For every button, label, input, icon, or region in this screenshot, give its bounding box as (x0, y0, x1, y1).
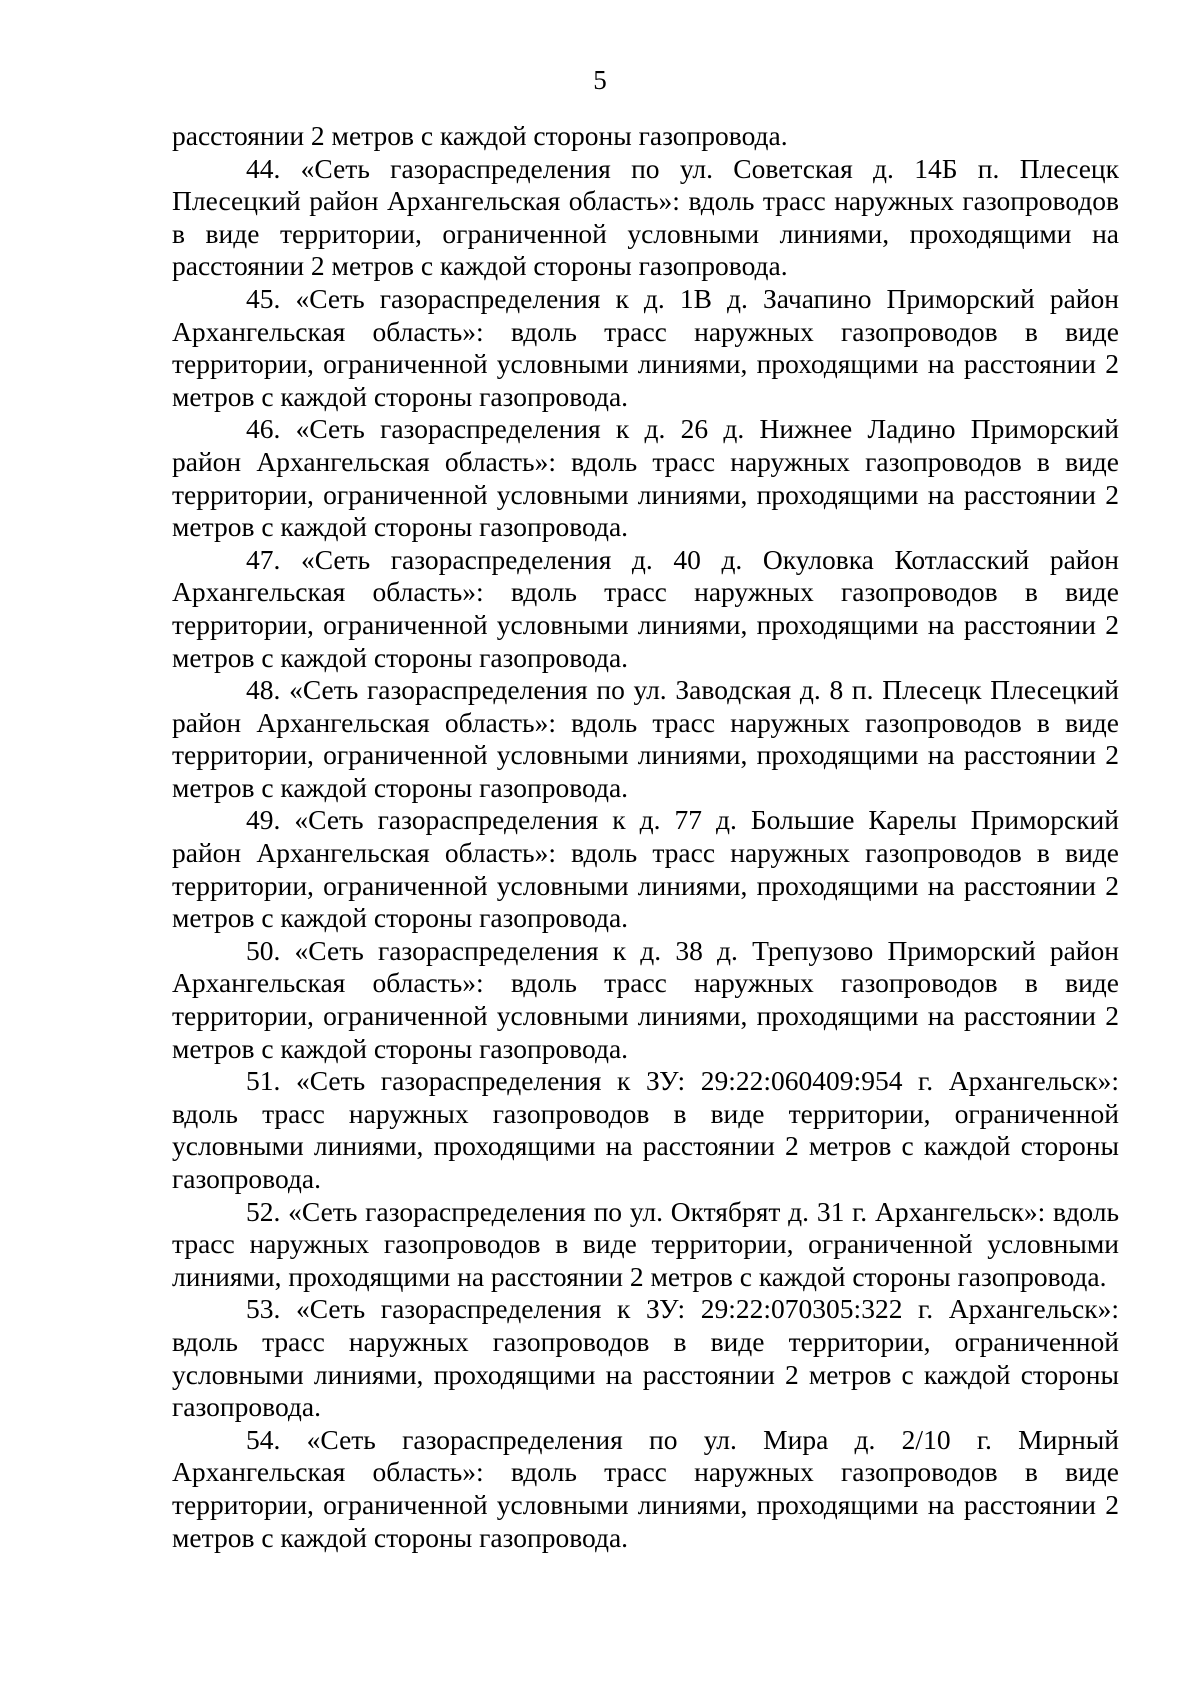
list-item-51: 51. «Сеть газораспределения к ЗУ: 29:22:060409:954 г. Архангельск»: вдоль трасс наружных газопроводов в виде территории, ограниченной условными линиями, проходящими на расстоянии 2 метров с каждой стороны газопровода. (172, 1065, 1119, 1194)
list-item-54: 54. «Сеть газораспределения по ул. Мира д. 2/10 г. Мирный Архангельская область»: вдоль трасс наружных газопроводов в виде территории, ограниченной условными линиями, проходящими на расстоянии 2 метров с каждой стороны газопровода. (172, 1423, 1119, 1553)
list-item-53: 53. «Сеть газораспределения к ЗУ: 29:22:070305:322 г. Архангельск»: вдоль трасс наружных газопроводов в виде территории, ограниченной условными линиями, проходящими на расстоянии 2 метров с каждой стороны газопровода. (172, 1293, 1119, 1423)
list-item-45: 45. «Сеть газораспределения к д. 1В д. Зачапино Приморский район Архангельская область»: вдоль трасс наружных газопроводов в виде территории, ограниченной условными линиями, проходящими на расстоянии 2 метров с каждой стороны газопровода. (172, 282, 1119, 412)
list-item-49: 49. «Сеть газораспределения к д. 77 д. Большие Карелы Приморский район Архангельская область»: вдоль трасс наружных газопроводов в виде территории, ограниченной условными линиями, проходящими на расстоянии 2 метров с каждой стороны газопровода. (172, 804, 1119, 934)
list-item-44: 44. «Сеть газораспределения по ул. Советская д. 14Б п. Плесецк Плесецкий район Архангельская область»: вдоль трасс наружных газопроводов в виде территории, ограниченной условными линиями, проходящими на расстоянии 2 метров с каждой стороны газопровода. (172, 152, 1119, 282)
continuation-paragraph: расстоянии 2 метров с каждой стороны газопровода. (172, 120, 788, 151)
list-item-52: 52. «Сеть газораспределения по ул. Октябрят д. 31 г. Архангельск»: вдоль трасс наружных газопроводов в виде территории, ограниченной условными линиями, проходящими на расстоянии 2 метров с каждой стороны газопровода. (172, 1195, 1119, 1292)
list-item-48: 48. «Сеть газораспределения по ул. Заводская д. 8 п. Плесецк Плесецкий район Архангельская область»: вдоль трасс наружных газопроводов в виде территории, ограниченной условными линиями, проходящими на расстоянии 2 метров с каждой стороны газопровода. (172, 674, 1119, 803)
list-item-46: 46. «Сеть газораспределения к д. 26 д. Нижнее Ладино Приморский район Архангельская область»: вдоль трасс наружных газопроводов в виде территории, ограниченной условными линиями, проходящими на расстоянии 2 метров с каждой стороны газопровода. (172, 413, 1119, 543)
document-body (172, 120, 1119, 1554)
page-number: 5 (593, 65, 607, 95)
list-item-50: 50. «Сеть газораспределения к д. 38 д. Трепузово Приморский район Архангельская область»: вдоль трасс наружных газопроводов в виде территории, ограниченной условными линиями, проходящими на расстоянии 2 метров с каждой стороны газопровода. (172, 934, 1119, 1064)
list-item-47: 47. «Сеть газораспределения д. 40 д. Окуловка Котласский район Архангельская область»: вдоль трасс наружных газопроводов в виде территории, ограниченной условными линиями, проходящими на расстоянии 2 метров с каждой стороны газопровода. (172, 543, 1119, 673)
